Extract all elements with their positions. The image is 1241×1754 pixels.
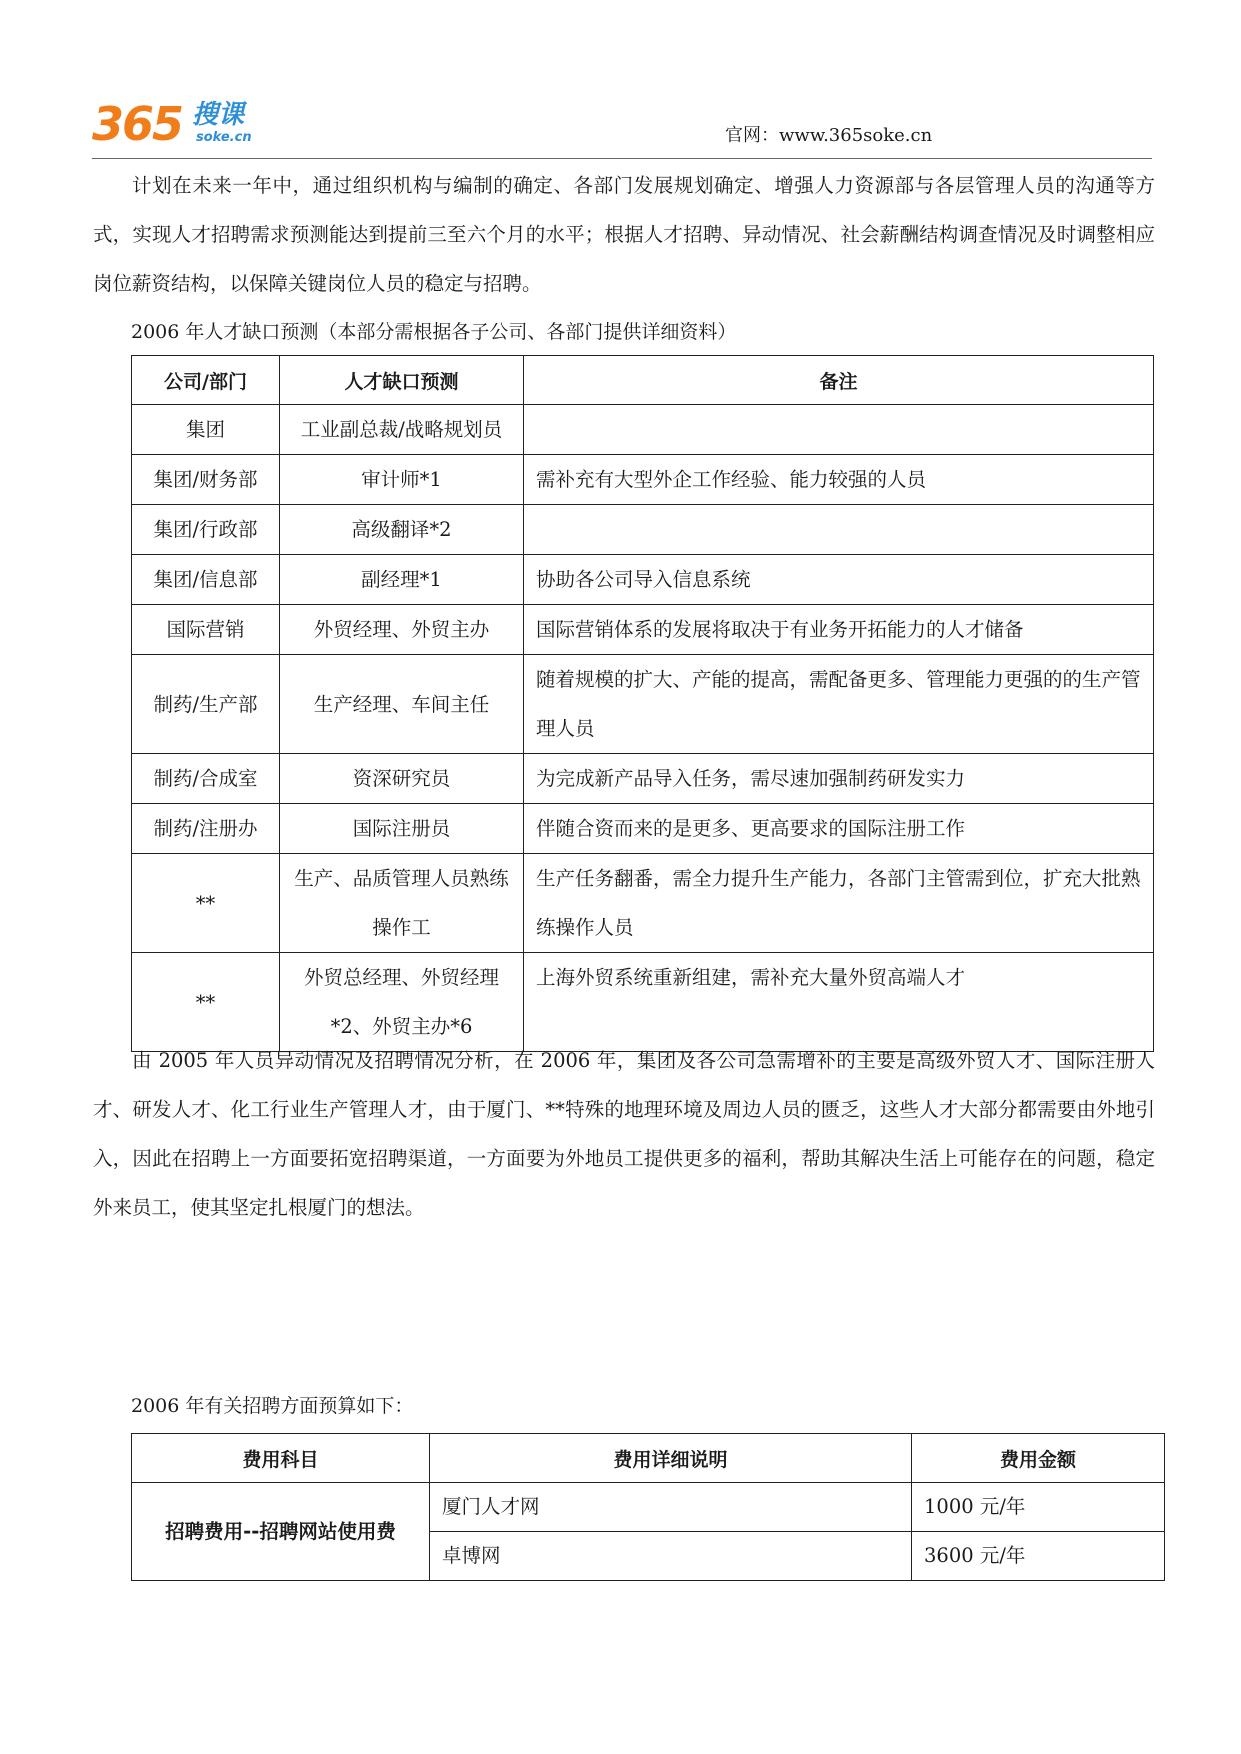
header-dept: 公司/部门 (132, 356, 280, 405)
cell-note: 协助各公司导入信息系统 (524, 555, 1154, 605)
table-header-row (132, 1434, 1165, 1483)
header-category: 费用科目 (132, 1434, 430, 1483)
site-url: 官网：www.365soke.cn (725, 125, 933, 146)
table-row (132, 455, 1154, 505)
cell-amount: 1000 元/年 (912, 1483, 1165, 1532)
cell-need: 资深研究员 (280, 754, 524, 804)
cell-note: 国际营销体系的发展将取决于有业务开拓能力的人才储备 (524, 605, 1154, 655)
cell-amount: 3600 元/年 (912, 1532, 1165, 1581)
cell-need: 工业副总裁/战略规划员 (280, 405, 524, 455)
header-note: 备注 (524, 356, 1154, 405)
cell-dept: 集团 (132, 405, 280, 455)
header-divider (92, 158, 1152, 159)
analysis-paragraph: 由 2005 年人员异动情况及招聘情况分析，在 2006 年，集团及各公司急需增补的主要是高级外贸人才、国际注册人才、研发人才、化工行业生产管理人才，由于厦门、**特殊的地理环境及周边人员的匮乏，这些人才大部分都需要由外地引入，因此在招聘上一方面要拓宽招聘渠道，一方面要为外地员工提供更多的福利，帮助其解决生活上可能存在的问题，稳定外来员工，使其坚定扎根厦门的想法。 (93, 1049, 1155, 1219)
cell-note: 需补充有大型外企工作经验、能力较强的人员 (524, 455, 1154, 505)
budget-table (131, 1433, 1165, 1581)
header-detail: 费用详细说明 (430, 1434, 912, 1483)
header-need: 人才缺口预测 (280, 356, 524, 405)
cell-dept: 集团/财务部 (132, 455, 280, 505)
cell-need: 外贸总经理、外贸经理*2、外贸主办*6 (280, 953, 524, 1052)
cell-note: 随着规模的扩大、产能的提高，需配备更多、管理能力更强的的生产管理人员 (524, 655, 1154, 754)
cell-note (524, 505, 1154, 555)
cell-note: 上海外贸系统重新组建，需补充大量外贸高端人才 (524, 953, 1154, 1052)
cell-dept: 集团/行政部 (132, 505, 280, 555)
cell-dept: 制药/合成室 (132, 754, 280, 804)
cell-note: 为完成新产品导入任务，需尽速加强制药研发实力 (524, 754, 1154, 804)
cell-dept: 制药/注册办 (132, 804, 280, 854)
cell-dept: 集团/信息部 (132, 555, 280, 605)
intro-paragraph: 计划在未来一年中，通过组织机构与编制的确定、各部门发展规划确定、增强人力资源部与各层管理人员的沟通等方式，实现人才招聘需求预测能达到提前三至六个月的水平；根据人才招聘、异动情况、社会薪酬结构调查情况及时调整相应岗位薪资结构，以保障关键岗位人员的稳定与招聘。 (93, 174, 1155, 295)
cell-note (524, 405, 1154, 455)
cell-detail: 卓博网 (430, 1532, 912, 1581)
table-row (132, 1483, 1165, 1532)
cell-need: 外贸经理、外贸主办 (280, 605, 524, 655)
cell-dept: 国际营销 (132, 605, 280, 655)
logo-number: 365 (92, 97, 183, 151)
budget-caption: 2006 年有关招聘方面预算如下： (131, 1395, 414, 1417)
table-row (132, 605, 1154, 655)
table-row (132, 854, 1154, 953)
cell-need: 生产、品质管理人员熟练操作工 (280, 854, 524, 953)
cell-category: 招聘费用--招聘网站使用费 (132, 1483, 430, 1581)
table-row (132, 655, 1154, 754)
cell-need: 副经理*1 (280, 555, 524, 605)
cell-dept: ** (132, 854, 280, 953)
cell-need: 高级翻译*2 (280, 505, 524, 555)
shortage-caption: 2006 年人才缺口预测（本部分需根据各子公司、各部门提供详细资料） (131, 321, 737, 343)
logo-subtitle: soke.cn (196, 130, 252, 145)
cell-note: 生产任务翻番，需全力提升生产能力，各部门主管需到位，扩充大批熟练操作人员 (524, 854, 1154, 953)
table-row (132, 405, 1154, 455)
cell-dept: 制药/生产部 (132, 655, 280, 754)
table-header-row (132, 356, 1154, 405)
shortage-table (131, 355, 1154, 1052)
cell-dept: ** (132, 953, 280, 1052)
cell-note: 伴随合资而来的是更多、更高要求的国际注册工作 (524, 804, 1154, 854)
header-amount: 费用金额 (912, 1434, 1165, 1483)
cell-need: 国际注册员 (280, 804, 524, 854)
table-row (132, 505, 1154, 555)
cell-need: 审计师*1 (280, 455, 524, 505)
table-row (132, 804, 1154, 854)
cell-need: 生产经理、车间主任 (280, 655, 524, 754)
logo (92, 98, 262, 156)
cell-detail: 厦门人才网 (430, 1483, 912, 1532)
logo-chinese: 搜课 (192, 100, 245, 130)
table-row (132, 555, 1154, 605)
table-row (132, 754, 1154, 804)
